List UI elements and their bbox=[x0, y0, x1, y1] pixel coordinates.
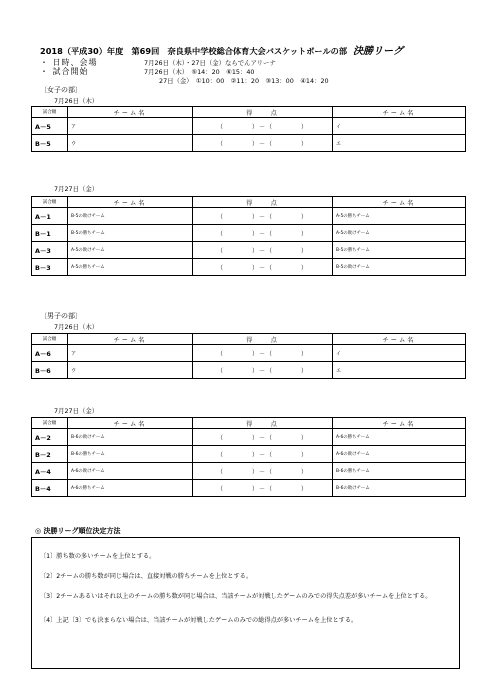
info-start-value-1: 7月26日（木） ⑤14：20 ⑥15：40 bbox=[144, 68, 255, 76]
team-left: A-5の勝ちチーム bbox=[68, 259, 193, 276]
team-left: B-5の敗けチーム bbox=[68, 208, 193, 225]
table-row bbox=[32, 242, 466, 259]
team-right: A-6の敗けチーム bbox=[333, 446, 466, 463]
header-team-right: チーム名 bbox=[333, 107, 466, 118]
score-field[interactable]: （ ）－（ ） bbox=[193, 429, 333, 446]
girls-day1-date: 7月26日（木） bbox=[54, 97, 99, 105]
match-no: A－6 bbox=[32, 345, 68, 362]
header-team-left: チーム名 bbox=[68, 418, 193, 429]
team-right: A-5の勝ちチーム bbox=[333, 208, 466, 225]
team-left: ア bbox=[68, 118, 193, 135]
team-right: イ bbox=[333, 345, 466, 362]
match-no: A－4 bbox=[32, 463, 68, 480]
header-no: 試合順 bbox=[32, 418, 68, 429]
match-no: B－4 bbox=[32, 480, 68, 497]
title-emphasis: 決勝リーグ bbox=[353, 46, 404, 57]
boys-day2-table bbox=[31, 417, 466, 497]
team-left: ウ bbox=[68, 362, 193, 379]
team-right: エ bbox=[333, 362, 466, 379]
rule-item: 〔1〕勝ち数の多いチームを上位とする。 bbox=[40, 553, 156, 560]
header-team-left: チーム名 bbox=[68, 107, 193, 118]
boys-section-title: 〔男子の部〕 bbox=[40, 312, 82, 320]
girls-day2-table bbox=[31, 196, 466, 276]
table-row bbox=[32, 118, 466, 135]
score-field[interactable]: （ ）－（ ） bbox=[193, 345, 333, 362]
table-row bbox=[32, 480, 466, 497]
rule-item: 〔2〕2チームの勝ち数が同じ場合は、直接対戦の勝ちチームを上位とする。 bbox=[40, 573, 253, 580]
rules-heading: ◎ 決勝リーグ順位決定方法 bbox=[35, 527, 121, 535]
match-no: B－2 bbox=[32, 446, 68, 463]
table-row bbox=[32, 225, 466, 242]
match-no: A－3 bbox=[32, 242, 68, 259]
team-right: B-5の勝ちチーム bbox=[333, 242, 466, 259]
header-team-right: チーム名 bbox=[333, 197, 466, 208]
rule-item: 〔3〕2チームあるいはそれ以上のチームの勝ち数が同じ場合は、当該チームが対戦したゲームのみでの得失点差が多いチームを上位とする。 bbox=[40, 593, 432, 600]
team-left: ア bbox=[68, 345, 193, 362]
table-row bbox=[32, 135, 466, 152]
score-field[interactable]: （ ）－（ ） bbox=[193, 259, 333, 276]
team-left: B-5の勝ちチーム bbox=[68, 225, 193, 242]
table-row bbox=[32, 259, 466, 276]
rules-box bbox=[31, 537, 460, 669]
info-start-label: ・ 試合開始 bbox=[40, 67, 89, 76]
table-row bbox=[32, 429, 466, 446]
team-right: イ bbox=[333, 118, 466, 135]
team-right: エ bbox=[333, 135, 466, 152]
info-date-value: 7月26日（木）・27日（金）ならでんアリーナ bbox=[144, 59, 276, 67]
match-no: B－3 bbox=[32, 259, 68, 276]
header-team-right: チーム名 bbox=[333, 418, 466, 429]
score-field[interactable]: （ ）－（ ） bbox=[193, 446, 333, 463]
team-right: B-6の勝ちチーム bbox=[333, 463, 466, 480]
girls-section-title: 〔女子の部〕 bbox=[40, 86, 82, 94]
team-left: B-6の敗けチーム bbox=[68, 429, 193, 446]
header-score: 得 点 bbox=[193, 334, 333, 345]
score-field[interactable]: （ ）－（ ） bbox=[193, 208, 333, 225]
boys-day2-date: 7月27日（金） bbox=[54, 407, 99, 415]
team-right: A-6の勝ちチーム bbox=[333, 429, 466, 446]
score-field[interactable]: （ ）－（ ） bbox=[193, 242, 333, 259]
table-row bbox=[32, 446, 466, 463]
team-left: B-6の勝ちチーム bbox=[68, 446, 193, 463]
team-left: ウ bbox=[68, 135, 193, 152]
match-no: A－5 bbox=[32, 118, 68, 135]
match-no: B－6 bbox=[32, 362, 68, 379]
table-header bbox=[32, 197, 466, 208]
info-start-row bbox=[40, 66, 255, 77]
header-score: 得 点 bbox=[193, 197, 333, 208]
table-header bbox=[32, 334, 466, 345]
header-no: 試合順 bbox=[32, 197, 68, 208]
score-field[interactable]: （ ）－（ ） bbox=[193, 225, 333, 242]
match-no: A－1 bbox=[32, 208, 68, 225]
info-date-label: ・ 日時、会場 bbox=[40, 58, 98, 67]
page-title bbox=[40, 42, 403, 57]
boys-day1-date: 7月26日（木） bbox=[54, 323, 99, 331]
girls-day1-table bbox=[31, 106, 466, 152]
team-left: A-6の勝ちチーム bbox=[68, 480, 193, 497]
header-team-left: チーム名 bbox=[68, 197, 193, 208]
header-no: 試合順 bbox=[32, 107, 68, 118]
girls-day2-date: 7月27日（金） bbox=[54, 185, 99, 193]
team-right: A-5の敗けチーム bbox=[333, 225, 466, 242]
rule-item: 〔4〕上記〔3〕でも決まらない場合は、当該チームが対戦したゲームのみでの総得点が多いチームを上位とする。 bbox=[40, 617, 358, 624]
score-field[interactable]: （ ）－（ ） bbox=[193, 135, 333, 152]
score-field[interactable]: （ ）－（ ） bbox=[193, 480, 333, 497]
match-no: B－1 bbox=[32, 225, 68, 242]
team-left: A-6の敗けチーム bbox=[68, 463, 193, 480]
table-row bbox=[32, 362, 466, 379]
header-score: 得 点 bbox=[193, 107, 333, 118]
score-field[interactable]: （ ）－（ ） bbox=[193, 118, 333, 135]
table-row bbox=[32, 208, 466, 225]
info-start-value-2: 27日（金） ①10：00 ②11：20 ③13：00 ④14：20 bbox=[159, 77, 329, 85]
header-score: 得 点 bbox=[193, 418, 333, 429]
header-team-right: チーム名 bbox=[333, 334, 466, 345]
team-right: B-5の敗けチーム bbox=[333, 259, 466, 276]
table-header bbox=[32, 107, 466, 118]
team-left: A-5の敗けチーム bbox=[68, 242, 193, 259]
table-row bbox=[32, 463, 466, 480]
table-row bbox=[32, 345, 466, 362]
title-main: 2018（平成30）年度 第69回 奈良県中学校総合体育大会バスケットボールの部 bbox=[40, 46, 348, 56]
table-header bbox=[32, 418, 466, 429]
match-no: B－5 bbox=[32, 135, 68, 152]
match-no: A－2 bbox=[32, 429, 68, 446]
team-right: B-6の敗けチーム bbox=[333, 480, 466, 497]
header-no: 試合順 bbox=[32, 334, 68, 345]
score-field[interactable]: （ ）－（ ） bbox=[193, 362, 333, 379]
boys-day1-table bbox=[31, 333, 466, 379]
header-team-left: チーム名 bbox=[68, 334, 193, 345]
score-field[interactable]: （ ）－（ ） bbox=[193, 463, 333, 480]
